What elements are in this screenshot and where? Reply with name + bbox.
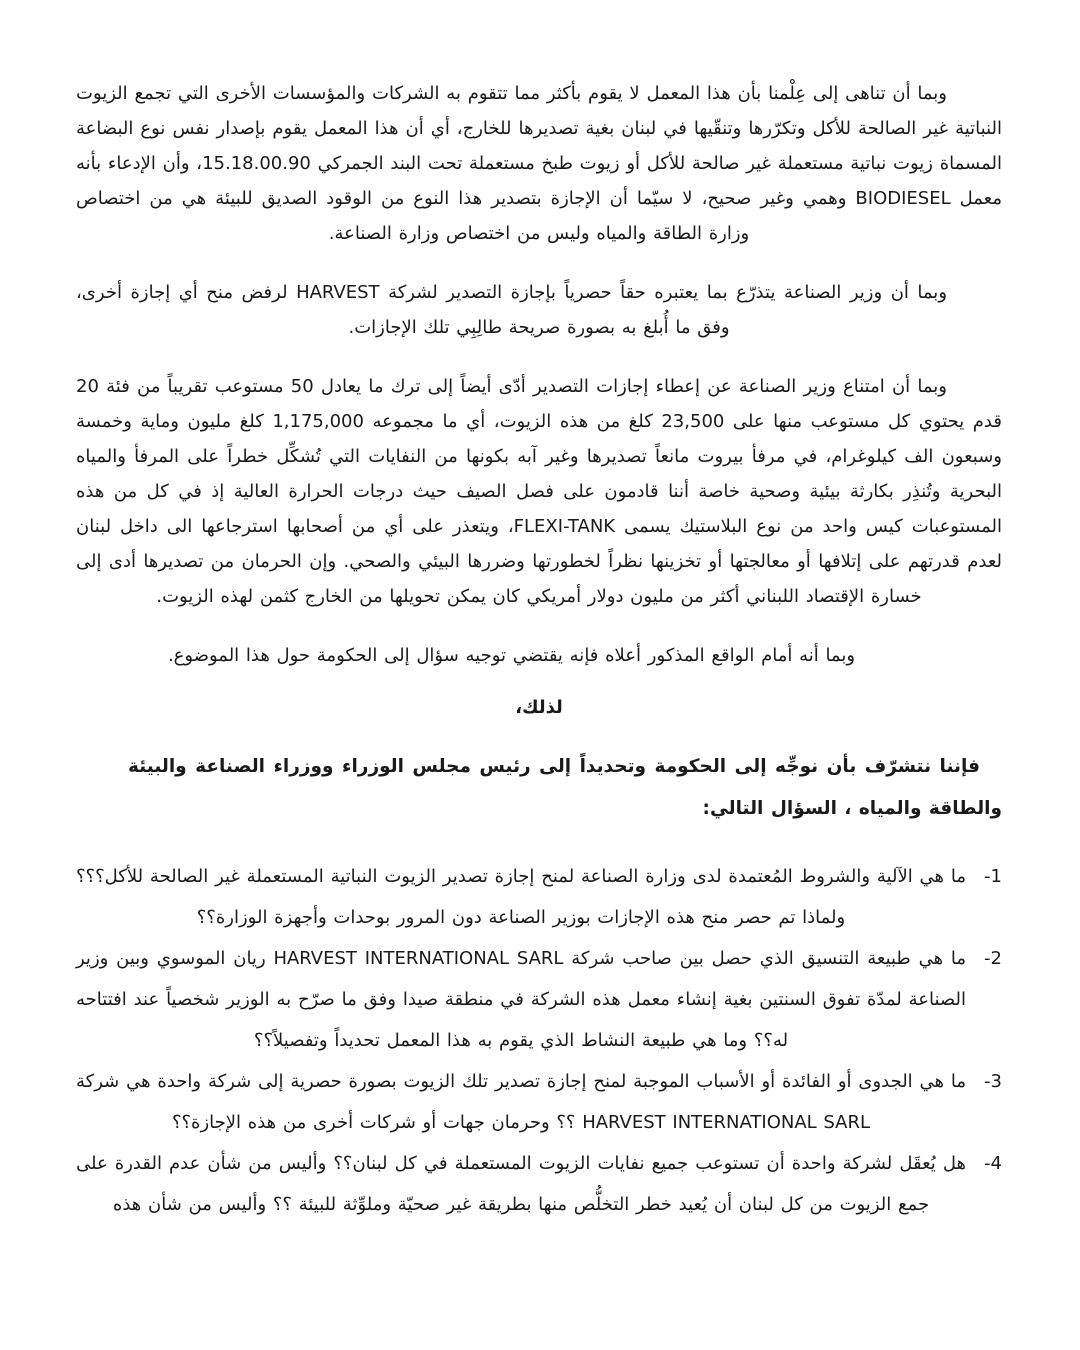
question-item-1 <box>76 856 1002 938</box>
question-4-text: هل يُعقَل لشركة واحدة أن تستوعب جميع نفايات الزيوت المستعملة في كل لبنان؟؟ وأليس من شأن عدم القدرة على جمع الزيوت من كل لبنان أن يُعيد خطر التخلُّص منها بطريقة غير صحيّة وملوِّثة للبيئة ؟؟ وأليس من شأن هذه <box>76 1153 966 1215</box>
closing-heading: لذلك، <box>515 697 563 718</box>
question-item-2 <box>76 938 1002 1061</box>
question-item-3 <box>76 1061 1002 1143</box>
paragraph-question-preamble: وبما أنه أمام الواقع المذكور أعلاه فإنه يقتضي توجيه سؤال إلى الحكومة حول هذا الموضوع. <box>167 645 856 666</box>
paragraph-factory-claims: وبما أن تناهى إلى عِلْمنا بأن هذا المعمل لا يقوم بأكثر مما تتقوم به الشركات والمؤسسات الأخرى التي تجمع الزيوت النباتية غير الصالحة للأكل وتكرّرها وتنقّيها في لبنان بغية تصديرها للخارج، أي أن هذا المعمل يقوم بإصدار نفس نوع البضاعة المسماة زيوت نباتية مستعملة غير صالحة للأكل أو زيوت طبخ مستعملة تحت البند الجمركي 15.18.00.90، وأن الإدعاء بأنه معمل BIODIESEL وهمي وغير صحيح، لا سيّما أن الإجازة بتصدير هذا النوع من الوقود الصديق للبيئة هي من اختصاص وزارة الطاقة والمياه وليس من اختصاص وزارة الصناعة. <box>76 83 1002 244</box>
question-3-marker: 3- <box>984 1071 1002 1092</box>
paragraph-containers-port: وبما أن امتناع وزير الصناعة عن إعطاء إجازات التصدير أدّى أيضاً إلى ترك ما يعادل 50 مستوعب تقريباً من فئة 20 قدم يحتوي كل مستوعب منها على 23,500 كلغ من هذه الزيوت، أي ما مجموعه 1,175,000 كلغ مليون وماية وخمسة وسبعون الف كيلوغرام، في مرفأ بيروت مانعاً تصديرها وغير آبه بكونها من النفايات التي تُشكِّل خطراً على المرفأ والمياه البحرية وتُنذِر بكارثة بيئية وصحية خاصة أننا قادمون على فصل الصيف حيث درجات الحرارة العالية إذ في كل من هذه المستوعبات كيس واحد من نوع البلاستيك يسمى FLEXI-TANK، ويتعذر على أي من أصحابها استرجاعها الى داخل لبنان لعدم قدرتهم على إتلافها أو معالجتها أو تخزينها نظراً لخطورتها وضررها البيئي والصحي. وإن الحرمان من تصديرها أدى إلى خسارة الإقتصاد اللبناني أكثر من مليون دولار أمريكي كان يمكن تحويلها من الخارج كثمن لهذه الزيوت. <box>76 376 1002 607</box>
paragraph-minister-exclusivity: وبما أن وزير الصناعة يتذرّع بما يعتبره حقاً حصرياً بإجازة التصدير لشركة HARVEST لرفض منح أي إجازة أخرى، وفق ما أُبلغ به بصورة صريحة طالِبِي تلك الإجازات. <box>76 282 948 338</box>
question-1-text: ما هي الآلية والشروط المُعتمدة لدى وزارة الصناعة لمنح إجازة تصدير الزيوت النباتية المستعملة غير الصالحة للأكل؟؟؟ ولماذا تم حصر منح هذه الإجازات بوزير الصناعة دون المرور بوحدات وأجهزة الوزارة؟؟ <box>76 866 966 928</box>
question-intro-bold: فإننا نتشرّف بأن نوجِّه إلى الحكومة وتحديداً إلى رئيس مجلس الوزراء ووزراء الصناعة والبيئة والطاقة والمياه ، السؤال التالي: <box>128 756 1002 819</box>
question-2-marker: 2- <box>984 948 1002 969</box>
question-2-text: ما هي طبيعة التنسيق الذي حصل بين صاحب شركة HARVEST INTERNATIONAL SARL ريان الموسوي وبين وزير الصناعة لمدّة تفوق السنتين بغية إنشاء معمل هذه الشركة في منطقة صيدا وفق ما صرّح به الوزير شخصياً عند افتتاحه له؟؟ وما هي طبيعة النشاط الذي يقوم به هذا المعمل تحديداً وتفصيلاً؟؟ <box>76 948 966 1051</box>
question-4-marker: 4- <box>984 1153 1002 1174</box>
question-1-marker: 1- <box>984 866 1002 887</box>
question-3-text: ما هي الجدوى أو الفائدة أو الأسباب الموجبة لمنح إجازة تصدير تلك الزيوت بصورة حصرية إلى شركة واحدة هي شركة HARVEST INTERNATIONAL SARL ؟؟ وحرمان جهات أو شركات أخرى من هذه الإجازة؟؟ <box>76 1071 966 1133</box>
questions-list <box>76 856 1002 1225</box>
question-item-4 <box>76 1143 1002 1225</box>
